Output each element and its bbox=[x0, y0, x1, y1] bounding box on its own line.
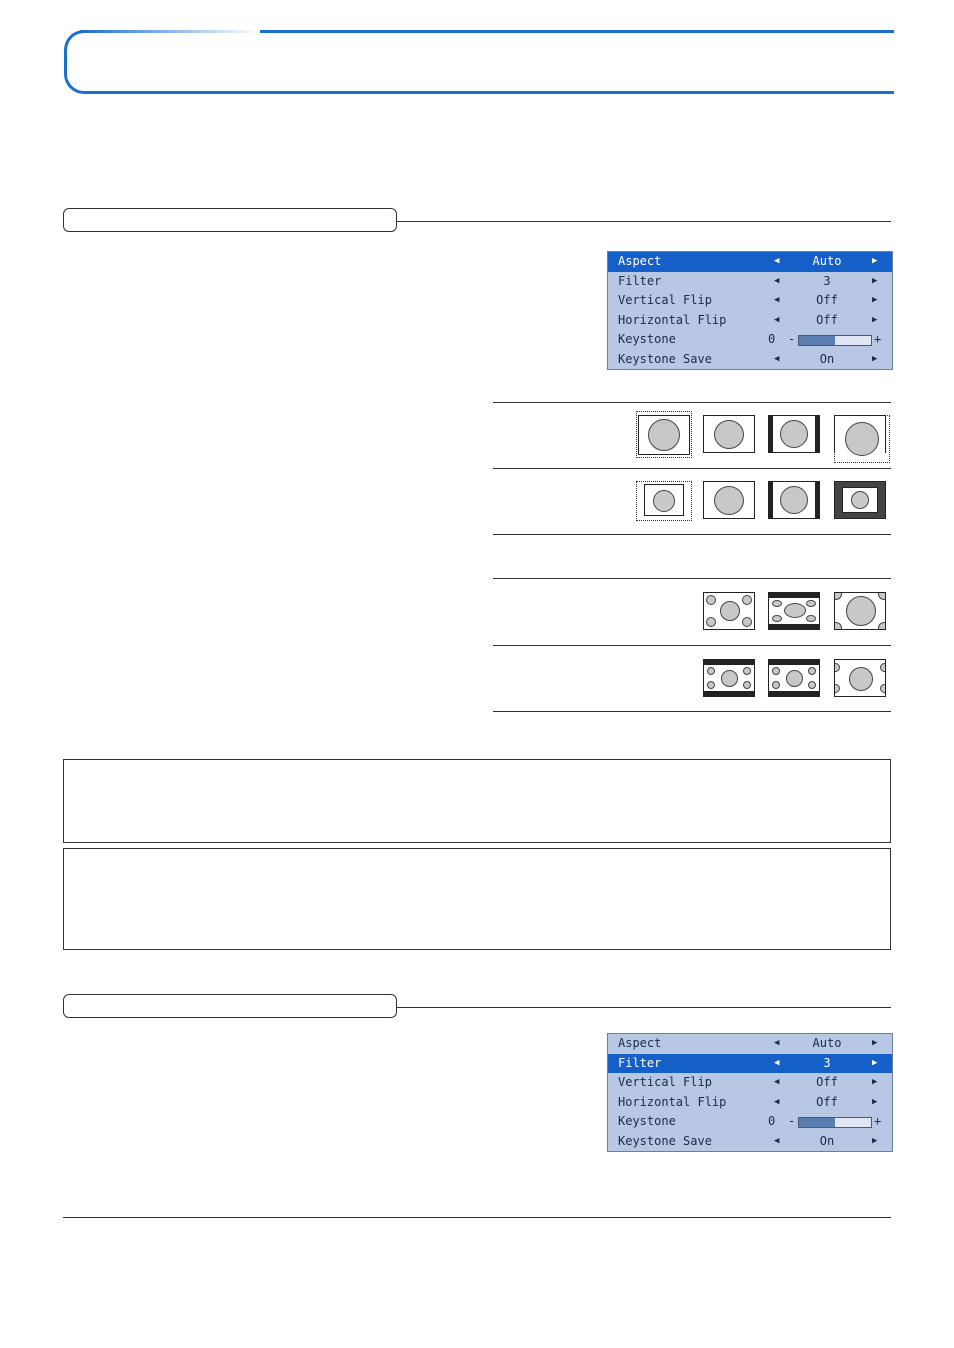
menu-value: On bbox=[819, 1133, 835, 1148]
corner-circle-icon bbox=[808, 681, 816, 689]
menu-value: On bbox=[819, 351, 835, 366]
picture-circle-icon bbox=[721, 670, 738, 687]
letterbox-bar bbox=[769, 691, 819, 696]
arrow-right-icon[interactable]: ▶ bbox=[872, 353, 878, 364]
aspect-thumb bbox=[703, 481, 755, 519]
menu-label: Filter bbox=[618, 1055, 662, 1070]
corner-circle-icon bbox=[772, 600, 782, 607]
picture-circle-icon bbox=[780, 420, 808, 448]
menu-label: Vertical Flip bbox=[618, 1075, 712, 1089]
aspect-thumb bbox=[703, 415, 755, 453]
picture-circle-icon bbox=[653, 490, 675, 512]
arrow-left-icon[interactable]: ◀ bbox=[774, 353, 780, 364]
note-box bbox=[63, 848, 891, 950]
corner-circle-icon bbox=[743, 681, 751, 689]
arrow-left-icon[interactable]: ◀ bbox=[774, 1135, 780, 1146]
menu-label: Vertical Flip bbox=[618, 293, 712, 307]
aspect-thumb bbox=[768, 659, 820, 697]
corner-circle-icon bbox=[878, 592, 886, 600]
arrow-right-icon[interactable]: ▶ bbox=[872, 1077, 878, 1087]
menu-label: Keystone bbox=[618, 332, 676, 346]
corner-circle-icon bbox=[707, 667, 715, 675]
corner-circle-icon bbox=[772, 681, 780, 689]
table-rule bbox=[493, 468, 891, 469]
corner-circle-icon bbox=[834, 684, 840, 693]
menu-label: Horizontal Flip bbox=[618, 312, 727, 327]
menu-value: Off bbox=[816, 1094, 838, 1109]
corner-circle-icon bbox=[707, 681, 715, 689]
arrow-left-icon[interactable]: ◀ bbox=[774, 1096, 780, 1107]
letterbox-bar bbox=[769, 624, 819, 629]
menu-value: 3 bbox=[823, 1055, 831, 1070]
menu-row-keystone[interactable] bbox=[608, 1112, 892, 1132]
section-rule-aspect bbox=[397, 221, 891, 222]
picture-circle-icon bbox=[714, 486, 744, 515]
aspect-thumb bbox=[768, 415, 820, 453]
keystone-slider-fill bbox=[799, 1118, 835, 1127]
menu-label: Aspect bbox=[618, 1036, 662, 1050]
menu-value: Off bbox=[816, 293, 838, 307]
note-box bbox=[63, 759, 891, 843]
arrow-right-icon[interactable]: ▶ bbox=[872, 256, 878, 266]
corner-circle-icon bbox=[834, 663, 840, 672]
aspect-thumb bbox=[834, 415, 886, 453]
aspect-thumb bbox=[703, 592, 755, 630]
corner-circle-icon bbox=[806, 600, 816, 607]
corner-circle-icon bbox=[880, 684, 886, 693]
menu-row-keystone[interactable] bbox=[608, 330, 892, 350]
menu-label: Filter bbox=[618, 273, 662, 288]
picture-circle-icon bbox=[780, 486, 808, 514]
keystone-minus[interactable]: - bbox=[788, 1114, 796, 1128]
arrow-right-icon[interactable]: ▶ bbox=[872, 295, 878, 305]
picture-circle-icon bbox=[846, 596, 876, 626]
arrow-left-icon[interactable]: ◀ bbox=[774, 1077, 780, 1087]
arrow-right-icon[interactable]: ▶ bbox=[872, 1038, 878, 1048]
corner-circle-icon bbox=[880, 663, 886, 672]
aspect-thumb bbox=[834, 481, 886, 519]
corner-circle-icon bbox=[834, 622, 842, 630]
menu-row-horizontal-flip[interactable] bbox=[608, 311, 892, 331]
arrow-left-icon[interactable]: ◀ bbox=[774, 256, 780, 266]
arrow-right-icon[interactable]: ▶ bbox=[872, 1057, 878, 1068]
arrow-right-icon[interactable]: ▶ bbox=[872, 275, 878, 286]
menu-value: 3 bbox=[823, 273, 831, 288]
aspect-thumb bbox=[638, 415, 690, 455]
inner-window bbox=[842, 487, 878, 513]
menu-row-vertical-flip[interactable] bbox=[608, 1073, 892, 1093]
corner-circle-icon bbox=[742, 617, 752, 627]
keystone-value: 0 bbox=[768, 332, 776, 346]
corner-circle-icon bbox=[834, 592, 842, 600]
menu-row-filter[interactable] bbox=[608, 272, 892, 292]
arrow-left-icon[interactable]: ◀ bbox=[774, 1038, 780, 1048]
side-bar bbox=[815, 416, 819, 452]
menu-row-keystone-save[interactable] bbox=[608, 1132, 892, 1152]
section-rule-filter bbox=[397, 1007, 891, 1008]
aspect-thumb bbox=[644, 484, 684, 516]
menu-row-keystone-save[interactable] bbox=[608, 350, 892, 370]
keystone-slider[interactable] bbox=[798, 1117, 872, 1128]
arrow-left-icon[interactable]: ◀ bbox=[774, 1057, 780, 1068]
aspect-thumb bbox=[834, 659, 886, 697]
corner-circle-icon bbox=[806, 615, 816, 622]
keystone-slider[interactable] bbox=[798, 335, 872, 346]
picture-circle-icon bbox=[720, 601, 740, 621]
letterbox-bar bbox=[769, 593, 819, 598]
page-title-accent bbox=[80, 30, 260, 33]
corner-circle-icon bbox=[772, 667, 780, 675]
picture-circle-icon bbox=[849, 667, 873, 691]
picture-circle-icon bbox=[845, 422, 879, 456]
corner-circle-icon bbox=[743, 667, 751, 675]
table-rule bbox=[493, 578, 891, 579]
corner-circle-icon bbox=[772, 615, 782, 622]
arrow-right-icon[interactable]: ▶ bbox=[872, 1096, 878, 1107]
corner-circle-icon bbox=[742, 595, 752, 605]
picture-circle-icon bbox=[648, 419, 680, 451]
side-bar bbox=[769, 482, 773, 518]
aspect-thumb bbox=[768, 592, 820, 630]
table-rule bbox=[493, 645, 891, 646]
menu-row-aspect[interactable] bbox=[608, 1034, 892, 1054]
osd-menu-filter bbox=[607, 1033, 893, 1152]
table-rule bbox=[493, 534, 891, 535]
keystone-plus[interactable]: + bbox=[874, 332, 882, 346]
osd-menu-aspect bbox=[607, 251, 893, 370]
arrow-right-icon[interactable]: ▶ bbox=[872, 314, 878, 325]
menu-label: Horizontal Flip bbox=[618, 1094, 727, 1109]
menu-value: Auto bbox=[812, 254, 842, 268]
menu-label: Keystone Save bbox=[618, 1133, 712, 1148]
keystone-slider-fill bbox=[799, 336, 835, 345]
section-tab-aspect bbox=[63, 208, 397, 232]
letterbox-bar bbox=[704, 660, 754, 665]
side-bar bbox=[815, 482, 819, 518]
menu-value: Off bbox=[816, 312, 838, 327]
corner-circle-icon bbox=[706, 617, 716, 627]
arrow-left-icon[interactable]: ◀ bbox=[774, 295, 780, 305]
menu-row-horizontal-flip[interactable] bbox=[608, 1093, 892, 1113]
keystone-value: 0 bbox=[768, 1114, 776, 1128]
side-bar bbox=[769, 416, 773, 452]
arrow-left-icon[interactable]: ◀ bbox=[774, 275, 780, 286]
menu-value: Off bbox=[816, 1075, 838, 1089]
table-rule bbox=[493, 711, 891, 712]
menu-row-aspect[interactable] bbox=[608, 252, 892, 272]
picture-circle-icon bbox=[784, 603, 806, 618]
picture-circle-icon bbox=[851, 491, 869, 509]
table-rule bbox=[493, 402, 891, 403]
picture-circle-icon bbox=[714, 420, 744, 449]
corner-circle-icon bbox=[808, 667, 816, 675]
section-tab-filter bbox=[63, 994, 397, 1018]
aspect-thumb bbox=[834, 592, 886, 630]
aspect-thumb bbox=[703, 659, 755, 697]
aspect-thumb bbox=[768, 481, 820, 519]
menu-row-filter[interactable] bbox=[608, 1054, 892, 1074]
keystone-minus[interactable]: - bbox=[788, 332, 796, 346]
menu-label: Keystone Save bbox=[618, 351, 712, 366]
letterbox-bar bbox=[704, 691, 754, 696]
corner-circle-icon bbox=[706, 595, 716, 605]
menu-value: Auto bbox=[812, 1036, 842, 1050]
footer-rule bbox=[63, 1217, 891, 1218]
arrow-right-icon[interactable]: ▶ bbox=[872, 1135, 878, 1146]
picture-circle-icon bbox=[786, 670, 803, 687]
corner-circle-icon bbox=[878, 622, 886, 630]
page-title-frame bbox=[64, 30, 894, 94]
menu-label: Keystone bbox=[618, 1114, 676, 1128]
keystone-plus[interactable]: + bbox=[874, 1114, 882, 1128]
arrow-left-icon[interactable]: ◀ bbox=[774, 314, 780, 325]
menu-row-vertical-flip[interactable] bbox=[608, 291, 892, 311]
letterbox-bar bbox=[769, 660, 819, 665]
menu-label: Aspect bbox=[618, 254, 662, 268]
